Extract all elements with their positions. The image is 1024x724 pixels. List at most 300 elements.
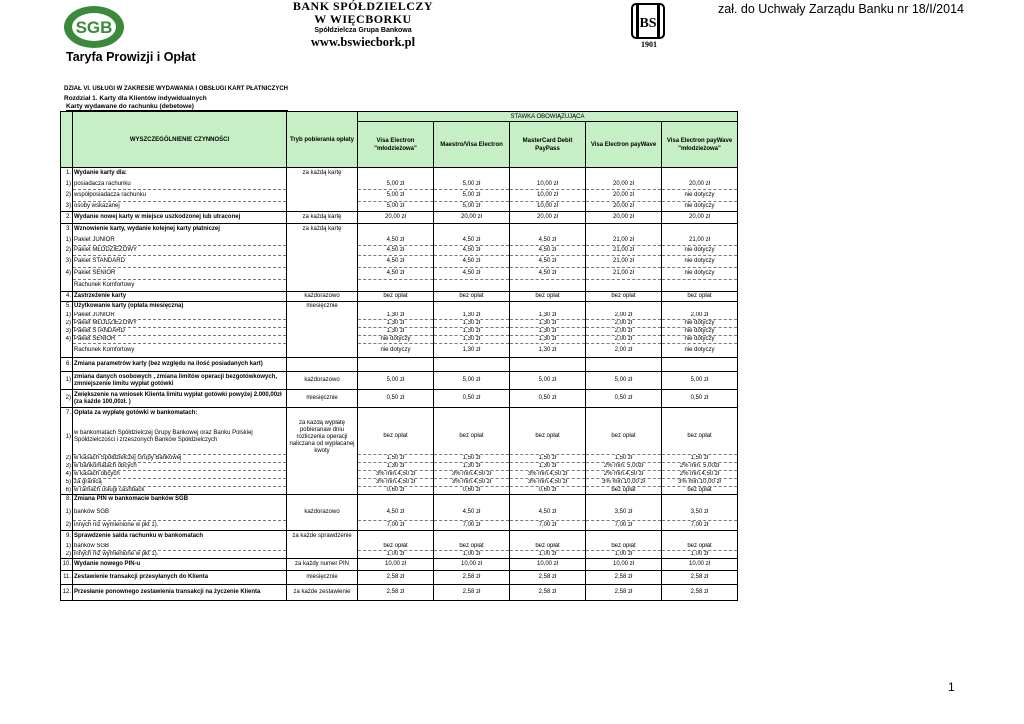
- row-value-2: 4,50 zł: [434, 256, 510, 268]
- row-value-1: 7,00 zł: [358, 521, 434, 531]
- row-value-2: 1,30 zł: [434, 344, 510, 358]
- row-value-1: [358, 531, 434, 543]
- row-label: w bankomatach Spółdzielczej Grupy Bankowej oraz Banku Polskiej Spółdzielczości i zrzeszonych Banków Spółdzielczych: [73, 420, 287, 455]
- row-value-2: 1,30 zł: [434, 336, 510, 344]
- row-value-1: 5,00 zł: [358, 180, 434, 190]
- row-value-2: 1,30 zł: [434, 463, 510, 471]
- row-value-3: 4,50 zł: [510, 256, 586, 268]
- row-mode: za każdą wypłatę pobieranaw dniu rozliczenia operacji naliczana od wypłacanej kwoty: [287, 420, 358, 455]
- row-value-5: [662, 280, 738, 292]
- row-value-1: [358, 302, 434, 312]
- bank-name-line2: W WIĘCBORKU: [314, 12, 412, 26]
- row-value-1: [358, 495, 434, 505]
- row-value-2: [434, 280, 510, 292]
- row-value-4: bez opłat: [586, 543, 662, 551]
- row-value-3: [510, 280, 586, 292]
- header-rate: STAWKA OBOWIĄZUJĄCA: [358, 112, 738, 122]
- row-value-1: [358, 408, 434, 420]
- table-row: [61, 190, 738, 202]
- row-number: 2.: [61, 212, 73, 224]
- table-row: [61, 505, 738, 521]
- table-row: [61, 212, 738, 224]
- row-number: 6.: [61, 358, 73, 372]
- row-number: 2): [65, 192, 71, 198]
- row-value-5: 3% min.10,00 zł: [662, 479, 738, 487]
- row-value-4: [586, 168, 662, 180]
- row-number: 2): [65, 521, 71, 528]
- tariff-title: Taryfa Prowizji i Opłat: [66, 50, 196, 64]
- bank-group: Spółdzielcza Grupa Bankowa: [314, 27, 412, 34]
- row-value-3: 4,50 zł: [510, 236, 586, 246]
- row-value-4: 21,00 zł: [586, 268, 662, 280]
- row-mode: [287, 479, 358, 487]
- row-mode: za każde zestawienie: [287, 585, 358, 601]
- row-label: Pakiet JUNIOR: [73, 312, 287, 320]
- table-row: [61, 302, 738, 312]
- table-row: [61, 571, 738, 585]
- row-value-3: 1,50 zł: [510, 455, 586, 463]
- row-value-1: 1,30 zł: [358, 320, 434, 328]
- row-value-5: [662, 224, 738, 236]
- row-label: Zmiana PIN w bankomacie banków SGB: [73, 495, 287, 505]
- row-label: Pakiet STANDARD: [73, 328, 287, 336]
- row-value-4: 2,00 zł: [586, 320, 662, 328]
- row-mode: [287, 463, 358, 471]
- row-value-4: 1,00 zł: [586, 551, 662, 559]
- row-number: 1): [65, 509, 71, 515]
- row-value-3: 4,50 zł: [510, 505, 586, 521]
- row-value-3: bez opłat: [510, 292, 586, 302]
- row-mode: [287, 408, 358, 420]
- row-number: 3): [65, 202, 71, 209]
- row-value-2: 1,50 zł: [434, 455, 510, 463]
- row-value-5: [662, 358, 738, 372]
- row-value-1: [358, 358, 434, 372]
- row-value-1: [358, 168, 434, 180]
- row-value-5: [662, 302, 738, 312]
- row-mode: [287, 256, 358, 268]
- row-value-4: 3,50 zł: [586, 505, 662, 521]
- row-value-3: [510, 531, 586, 543]
- row-value-3: 1,30 zł: [510, 344, 586, 358]
- row-label: w kasach Spółdzielczej Grupy Bankowej: [73, 455, 287, 463]
- row-label: Pakiet STANDARD: [73, 256, 287, 268]
- row-value-5: 21,00 zł: [662, 236, 738, 246]
- row-mode: za każdą kartę: [287, 168, 358, 180]
- sgb-logo: [62, 4, 126, 50]
- row-value-4: bez opłat: [586, 292, 662, 302]
- row-value-4: 2,58 zł: [586, 571, 662, 585]
- row-number: 4): [65, 336, 71, 342]
- row-value-2: [434, 168, 510, 180]
- row-value-2: 1,30 zł: [434, 320, 510, 328]
- row-value-1: bez opłat: [358, 543, 434, 551]
- table-row: [61, 487, 738, 495]
- row-number: 5): [65, 479, 71, 485]
- row-mode: [287, 190, 358, 202]
- row-value-3: 1,30 zł: [510, 463, 586, 471]
- row-value-1: 4,50 zł: [358, 256, 434, 268]
- row-value-4: 20,00 zł: [586, 190, 662, 202]
- row-label: w ramach usługi cashback: [73, 487, 287, 495]
- table-row: [61, 495, 738, 505]
- row-value-1: 1,00 zł: [358, 551, 434, 559]
- bank-name-block: [288, 0, 438, 49]
- row-mode: [287, 328, 358, 336]
- row-value-5: 7,00 zł: [662, 521, 738, 531]
- row-label: współposiadacza rachunku: [73, 190, 287, 202]
- row-number: 1): [65, 312, 71, 318]
- row-value-4: 20,00 zł: [586, 202, 662, 212]
- row-value-3: bez opłat: [510, 420, 586, 455]
- row-value-4: 20,00 zł: [586, 180, 662, 190]
- logo-text: SGB: [75, 18, 113, 37]
- row-value-1: 2,58 zł: [358, 585, 434, 601]
- table-row: [61, 280, 738, 292]
- row-number: 11.: [61, 571, 73, 585]
- table-row: [61, 224, 738, 236]
- row-label: Wydanie karty dla:: [73, 168, 287, 180]
- row-mode: [287, 551, 358, 559]
- row-label: Zestawienie transakcji przesyłanych do Klienta: [73, 571, 287, 585]
- row-value-5: 2,58 zł: [662, 571, 738, 585]
- table-row: [61, 292, 738, 302]
- row-value-5: 20,00 zł: [662, 212, 738, 224]
- row-number: 4): [65, 270, 71, 276]
- resolution-note: zał. do Uchwały Zarządu Banku nr 18/I/2014: [718, 2, 964, 16]
- row-value-5: 3,50 zł: [662, 505, 738, 521]
- row-value-3: 1,30 zł: [510, 328, 586, 336]
- row-value-1: 4,50 zł: [358, 246, 434, 256]
- header-cell-num: [61, 112, 73, 122]
- row-value-4: [586, 358, 662, 372]
- row-value-5: 0,50 zł: [662, 390, 738, 408]
- row-value-4: 2,00 zł: [586, 336, 662, 344]
- row-value-3: 10,00 zł: [510, 202, 586, 212]
- row-value-4: 2,00 zł: [586, 328, 662, 336]
- table-row: [61, 551, 738, 559]
- row-value-5: nie dotyczy: [662, 202, 738, 212]
- row-value-5: 1,50 zł: [662, 455, 738, 463]
- row-value-4: 3% min.10,00 zł: [586, 479, 662, 487]
- row-mode: [287, 268, 358, 280]
- row-value-4: 2,00 zł: [586, 312, 662, 320]
- row-value-4: 10,00 zł: [586, 559, 662, 571]
- row-value-3: 5,00 zł: [510, 372, 586, 390]
- row-value-3: [510, 408, 586, 420]
- row-value-2: 1,30 zł: [434, 328, 510, 336]
- bank-name-line1: BANK SPÓŁDZIELCZY: [292, 0, 434, 13]
- row-value-2: 4,50 zł: [434, 236, 510, 246]
- row-value-3: bez opłat: [510, 543, 586, 551]
- row-label: za granicą: [73, 479, 287, 487]
- row-mode: [287, 543, 358, 551]
- row-value-2: bez opłat: [434, 420, 510, 455]
- row-mode: [287, 344, 358, 358]
- tariff-table: [60, 111, 738, 601]
- cards-subtitle: Karty wydawane do rachunku (debetowe): [66, 103, 288, 111]
- row-value-5: nie dotyczy: [662, 256, 738, 268]
- table-row: [61, 455, 738, 463]
- row-value-2: [434, 302, 510, 312]
- row-mode: każdorazowo: [287, 505, 358, 521]
- row-mode: [287, 180, 358, 190]
- row-label: osoby wskazanej: [73, 202, 287, 212]
- row-value-5: bez opłat: [662, 487, 738, 495]
- bank-url: www.bswiecbork.pl: [310, 35, 416, 49]
- row-value-1: 1,30 zł: [358, 328, 434, 336]
- page-number: 1: [948, 680, 955, 694]
- row-mode: miesięcznie: [287, 390, 358, 408]
- emblem-letters: BS: [639, 16, 657, 31]
- row-value-5: bez opłat: [662, 543, 738, 551]
- row-value-4: 20,00 zł: [586, 212, 662, 224]
- header-mode: Tryb pobierania opłaty: [287, 112, 358, 168]
- table-row: [61, 390, 738, 408]
- row-value-1: [358, 224, 434, 236]
- row-mode: każdorazowo: [287, 292, 358, 302]
- row-number: 10.: [61, 559, 73, 571]
- row-label: Sprawdzenie salda rachunku w bankomatach: [73, 531, 287, 543]
- row-value-1: bez opłat: [358, 420, 434, 455]
- row-number: 2): [65, 247, 71, 253]
- row-value-3: 7,00 zł: [510, 521, 586, 531]
- table-row: [61, 463, 738, 471]
- row-label: zmiana danych osobowych , zmiana limitów operacji bezgotówkowych, zmniejszenie limitu wypłat gotówki: [73, 372, 287, 390]
- row-label: Zwiększenie na wniosek Klienta limitu wypłat gotówki powyżej 2.000,00zł (za każde 100,00zł. ): [73, 390, 287, 408]
- row-value-5: bez opłat: [662, 292, 738, 302]
- header-cell-num2: [61, 122, 73, 168]
- emblem-year: 1901: [641, 40, 657, 49]
- row-value-4: [586, 531, 662, 543]
- row-label: Pakiet SENIOR: [73, 336, 287, 344]
- row-value-5: 20,00 zł: [662, 180, 738, 190]
- row-number: 2): [65, 320, 71, 326]
- row-value-2: 5,00 zł: [434, 372, 510, 390]
- row-value-5: 1,00 zł: [662, 551, 738, 559]
- row-value-1: nie dotyczy: [358, 344, 434, 358]
- row-value-4: [586, 280, 662, 292]
- row-value-4: [586, 495, 662, 505]
- row-value-2: 1,30 zł: [434, 312, 510, 320]
- row-value-5: nie dotyczy: [662, 190, 738, 202]
- row-value-5: nie dotyczy: [662, 320, 738, 328]
- table-row: [61, 328, 738, 336]
- table-row: [61, 202, 738, 212]
- row-value-1: 2,58 zł: [358, 571, 434, 585]
- row-value-3: 2,58 zł: [510, 571, 586, 585]
- row-number: 1): [65, 543, 71, 549]
- row-number: 12.: [61, 585, 73, 601]
- row-value-1: 10,00 zł: [358, 559, 434, 571]
- row-number: 4): [65, 471, 71, 477]
- row-value-4: [586, 302, 662, 312]
- row-value-2: bez opłat: [434, 292, 510, 302]
- row-value-2: 5,00 zł: [434, 180, 510, 190]
- row-label: Użytkowanie karty (opłata miesięczna): [73, 302, 287, 312]
- row-label: Rachunek Komfortowy: [73, 280, 287, 292]
- table-row: [61, 358, 738, 372]
- row-value-1: bez opłat: [358, 292, 434, 302]
- table-row: [61, 521, 738, 531]
- row-value-4: 21,00 zł: [586, 246, 662, 256]
- row-mode: [287, 336, 358, 344]
- row-value-5: 2,58 zł: [662, 585, 738, 601]
- row-value-5: nie dotyczy: [662, 268, 738, 280]
- row-value-4: [586, 224, 662, 236]
- row-number: 1): [65, 237, 71, 243]
- row-number: 3): [65, 328, 71, 334]
- header-activity: WYSZCZEGÓLNIENIE CZYNNOŚCI: [73, 112, 287, 168]
- row-value-5: 5,00 zł: [662, 372, 738, 390]
- row-value-5: bez opłat: [662, 420, 738, 455]
- row-value-1: nie dotyczy: [358, 336, 434, 344]
- row-value-2: 0,60 zł: [434, 487, 510, 495]
- row-value-2: 3% min.4,50 zł: [434, 471, 510, 479]
- header-col-2: Maestro/Visa Electron: [434, 122, 510, 168]
- row-number: [61, 344, 73, 358]
- table-row: [61, 312, 738, 320]
- row-label: Pakiet JUNIOR: [73, 236, 287, 246]
- row-value-3: [510, 168, 586, 180]
- row-number: 1): [65, 181, 71, 187]
- row-value-3: 10,00 zł: [510, 190, 586, 202]
- row-number: 6): [65, 486, 71, 493]
- table-row: [61, 236, 738, 246]
- table-row: [61, 246, 738, 256]
- row-mode: [287, 471, 358, 479]
- row-value-4: bez opłat: [586, 487, 662, 495]
- row-label: w bankomatach obcych: [73, 463, 287, 471]
- row-value-5: nie dotyczy: [662, 328, 738, 336]
- row-value-2: 2,58 zł: [434, 585, 510, 601]
- row-value-1: 0,60 zł: [358, 487, 434, 495]
- row-value-4: 1,50 zł: [586, 455, 662, 463]
- row-mode: [287, 521, 358, 531]
- row-mode: miesięcznie: [287, 302, 358, 312]
- row-value-1: 1,30 zł: [358, 463, 434, 471]
- row-value-3: [510, 358, 586, 372]
- row-value-3: [510, 224, 586, 236]
- row-value-2: [434, 408, 510, 420]
- row-value-5: nie dotyczy: [662, 336, 738, 344]
- row-value-3: 1,00 zł: [510, 551, 586, 559]
- row-mode: [287, 312, 358, 320]
- row-mode: za każdy numer PIN: [287, 559, 358, 571]
- row-value-2: [434, 495, 510, 505]
- row-number: 5.: [61, 302, 73, 312]
- row-value-4: 5,00 zł: [586, 372, 662, 390]
- table-row: [61, 336, 738, 344]
- row-label: Zastrzeżenie karty: [73, 292, 287, 302]
- table-row: [61, 268, 738, 280]
- row-value-2: 4,50 zł: [434, 505, 510, 521]
- row-value-2: [434, 358, 510, 372]
- row-number: 3): [65, 258, 71, 264]
- row-mode: za każde sprawdzenie: [287, 531, 358, 543]
- section-title: DZIAŁ VI. USŁUGI W ZAKRESIE WYDAWANIA I OBSŁUGI KART PŁATNICZYCH: [64, 86, 288, 92]
- row-value-2: 20,00 zł: [434, 212, 510, 224]
- row-number: 1.: [61, 168, 73, 180]
- row-number: 2): [65, 550, 71, 557]
- table-row: [61, 471, 738, 479]
- row-label: banków SGB: [73, 543, 287, 551]
- row-label: Wydanie nowej karty w miejsce uszkodzonej lub utraconej: [73, 212, 287, 224]
- table-row: [61, 180, 738, 190]
- row-value-3: 2,58 zł: [510, 585, 586, 601]
- row-number: 9.: [61, 531, 73, 543]
- row-number: 1): [61, 372, 73, 390]
- row-label: Pakiet SENIOR: [73, 268, 287, 280]
- row-value-2: 10,00 zł: [434, 559, 510, 571]
- row-value-2: 5,00 zł: [434, 190, 510, 202]
- row-value-3: 10,00 zł: [510, 559, 586, 571]
- row-value-5: [662, 495, 738, 505]
- row-number: 4.: [61, 292, 73, 302]
- row-value-2: 0,50 zł: [434, 390, 510, 408]
- row-value-4: 7,00 zł: [586, 521, 662, 531]
- table-row: [61, 372, 738, 390]
- row-value-5: [662, 531, 738, 543]
- row-label: posiadacza rachunku: [73, 180, 287, 190]
- row-value-3: 20,00 zł: [510, 212, 586, 224]
- row-value-1: 5,00 zł: [358, 190, 434, 202]
- row-value-1: 5,00 zł: [358, 202, 434, 212]
- row-value-2: 3% min.4,50 zł: [434, 479, 510, 487]
- header-col-5: Visa Electron payWave "młodzieżowa": [662, 122, 738, 168]
- row-number: 8.: [61, 495, 73, 505]
- row-value-3: [510, 495, 586, 505]
- row-value-3: 4,50 zł: [510, 246, 586, 256]
- row-value-4: [586, 408, 662, 420]
- row-value-4: 2,00 zł: [586, 344, 662, 358]
- table-row: [61, 344, 738, 358]
- row-number: 7.: [61, 408, 73, 420]
- header-col-4: Visa Electron payWave: [586, 122, 662, 168]
- row-value-3: 3% min.4,50 zł: [510, 479, 586, 487]
- row-value-1: 4,50 zł: [358, 236, 434, 246]
- table-row: [61, 543, 738, 551]
- table-row: [61, 320, 738, 328]
- row-value-2: 5,00 zł: [434, 202, 510, 212]
- row-number: [61, 280, 73, 292]
- row-label: banków SGB: [73, 505, 287, 521]
- row-value-2: bez opłat: [434, 543, 510, 551]
- row-mode: każdorazowo: [287, 372, 358, 390]
- row-value-5: [662, 168, 738, 180]
- row-value-2: 4,50 zł: [434, 246, 510, 256]
- table-row: [61, 479, 738, 487]
- row-value-1: 3% min.4,50 zł: [358, 471, 434, 479]
- table-row: [61, 256, 738, 268]
- table-row: [61, 168, 738, 180]
- row-mode: [287, 236, 358, 246]
- row-mode: [287, 495, 358, 505]
- row-label: Pakiet MŁODZIEŻOWY: [73, 320, 287, 328]
- row-value-5: 10,00 zł: [662, 559, 738, 571]
- row-label: innych niż wymienione w pkt 1).: [73, 521, 287, 531]
- row-label: innych niż wymienione w pkt 1).: [73, 551, 287, 559]
- row-value-3: 1,30 zł: [510, 320, 586, 328]
- row-mode: [287, 487, 358, 495]
- row-value-5: 2% min. 5,00zł: [662, 463, 738, 471]
- row-value-1: 3% min.4,50 zł: [358, 479, 434, 487]
- chapter-title: Rozdział 1. Karty dla Klientów indywidualnych: [64, 95, 207, 102]
- row-mode: [287, 202, 358, 212]
- table-row: [61, 531, 738, 543]
- row-number: 3.: [61, 224, 73, 236]
- row-value-2: 4,50 zł: [434, 268, 510, 280]
